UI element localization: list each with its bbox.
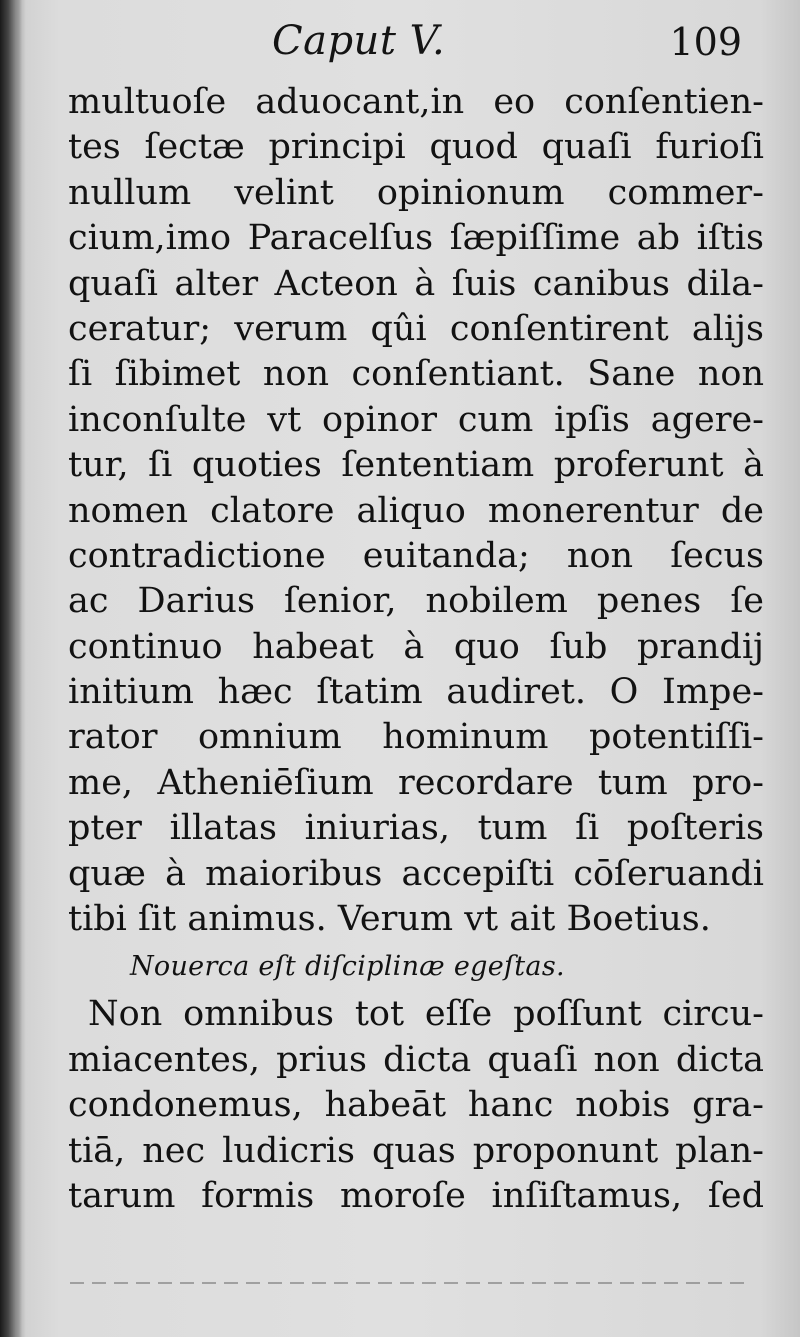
paragraph-first-line: Non omnibus tot eſſe poſſunt circu-: [88, 994, 764, 1035]
text-line: continuo habeat à quo ſub prandij: [68, 626, 764, 667]
text-line: ceratur; verum qûi conſentirent alijs: [68, 308, 764, 349]
text-line: pter illatas iniurias, tum ſi poſteris: [68, 808, 764, 849]
text-line: initium hæc ſtatim audiret. O Impe-: [68, 672, 764, 713]
text-line: multuoſe aduocant,in eo conſentien-: [68, 82, 764, 122]
text-line: condonemus, habeāt hanc nobis gra-: [68, 1085, 764, 1126]
text-line: ac Darius ſenior, nobilem penes ſe: [68, 581, 764, 622]
text-line: tiā, nec ludicris quas proponunt plan-: [68, 1130, 764, 1171]
quotation: Nouerca eſt diſciplinæ egeſtas.: [130, 951, 565, 983]
page-header: [0, 18, 800, 78]
binding-gutter: [0, 0, 22, 1337]
page-bottom-edge: [70, 1282, 750, 1284]
text-line: me, Atheniēſium recordare tum pro-: [68, 762, 764, 803]
text-line: tarum formis moroſe inſiſtamus, ſed: [68, 1175, 764, 1216]
text-line: rator omnium hominum potentiſſi-: [68, 717, 764, 758]
text-line: nullum velint opinionum commer-: [68, 172, 764, 213]
text-line: quæ à maioribus accepiſti cōſeruandi: [68, 853, 764, 894]
text-line: inconſulte vt opinor cum ipſis agere-: [68, 399, 764, 440]
text-line: contradictione euitanda; non ſecus: [68, 535, 764, 576]
text-line: tur, ſi quoties ſententiam proferunt à: [68, 445, 764, 486]
text-line: tibi ſit animus. Verum vt ait Boetius.: [68, 899, 711, 940]
text-line: cium,imo Paracelſus ſæpiſſime ab iſtis: [68, 218, 764, 259]
text-line: tes ſectæ principi quod quaſi furioſi: [68, 127, 764, 168]
text-line: nomen clatore aliquo monerentur de: [68, 490, 764, 531]
text-line: ſi ſibimet non conſentiant. Sane non: [68, 354, 764, 395]
text-line: quaſi alter Acteon à ſuis canibus dila-: [68, 263, 764, 304]
text-line: miacentes, prius dicta quaſi non dicta: [68, 1039, 764, 1080]
body-text: [68, 80, 764, 1219]
running-head: Caput V.: [272, 18, 446, 64]
page-number: 109: [669, 20, 742, 64]
